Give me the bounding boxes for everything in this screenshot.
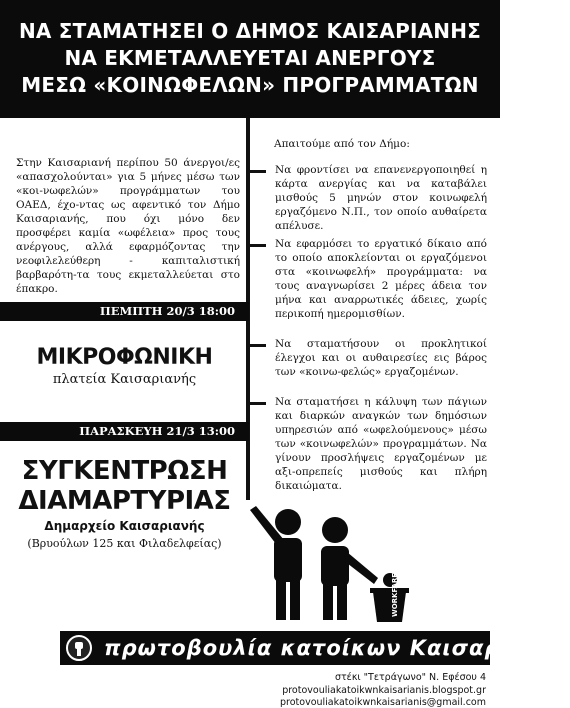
event2-title-line1: ΣΥΓΚΕΝΤΡΩΣΗ (21, 456, 228, 486)
header-line-2: ΝΑ ΕΚΜΕΤΑΛΛΕΥΕΤΑΙ ΑΝΕΡΓΟΥΣ (64, 46, 436, 70)
event2-date: ΠΑΡΑΣΚΕΥΗ 21/3 13:00 (0, 422, 249, 441)
header-line-1: ΝΑ ΣΤΑΜΑΤΗΣΕΙ Ο ΔΗΜΟΣ ΚΑΙΣΑΡΙΑΝΗΣ (18, 19, 482, 43)
demand-4-marker (250, 402, 266, 405)
blog-link[interactable]: protovouliakatoikwnkaisarianis.blogspot.gr (282, 685, 486, 696)
demand-2-marker (250, 244, 266, 247)
demand-item-4: Να σταματήσει η κάλυψη των πάγιων και διαρκών αναγκών των δημόσιων υπηρεσιών από «ωφελούμενους» μέσω των «κοινωφελών» προγραμμάτων. Να γίνουν προσλήψεις εργαζομένων με αξι-οπρεπείς μισθούς και πλήρη δικαιώματα. (275, 396, 487, 492)
demand-1-marker (250, 170, 266, 173)
event1-title: ΜΙΚΡΟΦΩΝΙΚΗ (36, 345, 213, 370)
demands-heading: Απαιτούμε από τον Δήμο: (274, 138, 410, 150)
event1-place: πλατεία Καισαριανής (52, 372, 197, 387)
bin-label: WORKFARE (391, 572, 399, 617)
fist-glyph (68, 637, 90, 659)
group-banner (60, 631, 570, 665)
group-name: πρωτοβουλία κατοίκων Καισαριανής (104, 636, 570, 660)
demand-item-1: Να φροντίσει να επανενεργοποιηθεί η κάρτα ανεργίας και να καταβάλει μισθούς 5 μηνών στον κοινωφελή εργαζόμενο Ν.Π., τον οποίο αυθαίρετα απέλυσε. (275, 164, 487, 232)
event2-place: Δημαρχείο Καισαριανής (44, 519, 205, 533)
header-line-3: ΜΕΣΩ «ΚΟΙΝΩΦΕΛΩΝ» ΠΡΟΓΡΑΜΜΑΤΩΝ (21, 73, 479, 97)
demand-item-3: Να σταματήσουν οι προκλητικοί έλεγχοι και οι αυθαιρεσίες εις βάρος των «κοινω-φελώς» εργαζομένων. (275, 338, 487, 378)
event2-address: (Βρυούλων 125 και Φιλαδελφείας) (27, 537, 222, 550)
fist-circle-icon (66, 635, 92, 661)
event1-date: ΠΕΜΠΤΗ 20/3 18:00 (0, 302, 249, 321)
demand-3-marker (250, 344, 266, 347)
event2-title-line2: ΔΙΑΜΑΡΤΥΡΙΑΣ (18, 486, 231, 516)
venue-address: στέκι "Τετράγωνο" Ν. Εφέσου 4 (334, 672, 486, 683)
demand-item-2: Να εφαρμόσει το εργατικό δίκαιο από το οποίο αποκλείονται οι εργαζόμενοι στα «κοινωφελή» προγράμματα: να τους αναγνωρίσει 2 μέρες άδεια τον μήνα και αναρρωτικές άδειες, χωρίς περικοπή ημερομισθίων. (275, 238, 487, 320)
poster-header (0, 0, 500, 118)
email-address[interactable]: protovouliakatoikwnkaisarianis@gmail.com (280, 697, 486, 708)
intro-paragraph: Στην Καισαριανή περίπου 50 άνεργοι/ες «απασχολούνται» για 5 μήνες μέσω των «κοι-νωφελών» προγράμματων του ΟΑΕΔ, έχο-ντας ως αφεντικό τον Δήμο Καισαριανής, που όχι μόνο δεν προσφέρει καμία «ωφέλεια» προς τους ανέργους, αλλά εφαρμόζοντας την νεοφιλελεύθερη - καπιταλιστική βαρβαρότη-τα τους εκμεταλλεύεται στο έπακρο. (16, 157, 240, 295)
